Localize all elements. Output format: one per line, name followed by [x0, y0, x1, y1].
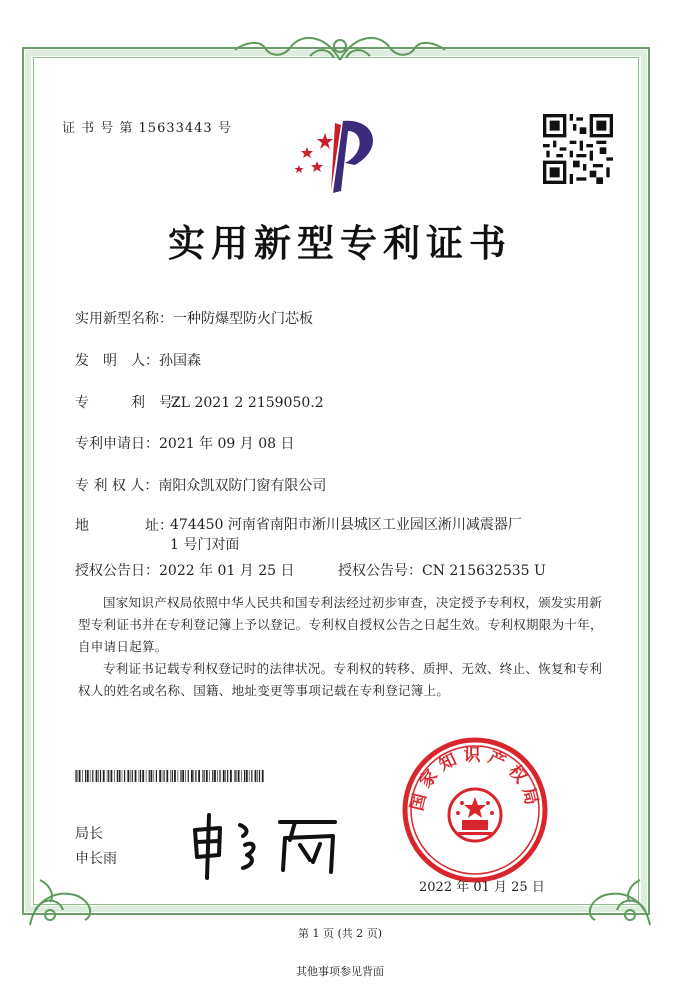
seal-date: 2022 年 01 月 25 日	[419, 880, 545, 895]
filing-date-row	[75, 433, 295, 453]
address-value: 474450 河南省南阳市淅川县城区工业园区淅川减震器厂 1 号门对面	[170, 517, 522, 553]
footer-note: 其他事项参见背面	[296, 965, 384, 978]
name-row	[75, 308, 313, 328]
seal-text: 国家知识产权局	[407, 745, 543, 813]
inventor-value: 孙国森	[159, 353, 201, 369]
name-label: 实用新型名称：	[75, 311, 173, 327]
patent-number-value: ZL 2021 2 2159050.2	[171, 395, 324, 411]
bottom-right-ornament	[565, 850, 655, 930]
grant-number-label: 授权公告号：	[338, 563, 422, 579]
top-ornament	[230, 28, 450, 68]
grant-date-label: 授权公告日：	[75, 563, 159, 579]
patent-office-logo	[285, 103, 385, 198]
signatory-title: 局长	[75, 826, 103, 842]
grant-statement: 国家知识产权局依照中华人民共和国专利法经过初步审查，决定授予专利权，颁发实用新型专利证书并在专利登记簿上予以登记。专利权自授权公告之日起生效。专利权期限为十年，自申请日起算。	[78, 595, 603, 654]
filing-date-value: 2021 年 09 月 08 日	[159, 436, 295, 452]
grant-number-value: CN 215632535 U	[422, 563, 546, 579]
qr-code	[543, 114, 613, 184]
inventor-label: 发 明 人：	[75, 353, 159, 369]
certificate-title: 实用新型专利证书	[168, 221, 512, 265]
signatory-name: 申长雨	[75, 851, 117, 867]
address-label: 地 址：	[75, 518, 173, 534]
legal-status-note: 专利证书记载专利权登记时的法律状况。专利权的转移、质押、无效、终止、恢复和专利权人的姓名或名称、国籍、地址变更等事项记载在专利登记簿上。	[78, 661, 603, 698]
certificate-number: 证 书 号 第 15633443 号	[62, 121, 232, 136]
name-value: 一种防爆型防火门芯板	[173, 311, 313, 327]
grant-date-value: 2022 年 01 月 25 日	[159, 563, 295, 579]
official-seal	[400, 735, 550, 885]
barcode	[75, 770, 265, 782]
patentee-row	[75, 475, 326, 495]
filing-date-label: 专利申请日：	[75, 436, 159, 452]
grant-number-row	[338, 560, 546, 580]
patent-number-label: 专 利 号：	[75, 395, 187, 411]
inventor-row	[75, 350, 201, 370]
patentee-value: 南阳众凯双防门窗有限公司	[158, 478, 327, 494]
grant-date-row	[75, 560, 295, 580]
page-indicator: 第 1 页 (共 2 页)	[297, 927, 383, 940]
handwritten-signature	[185, 810, 345, 880]
patentee-label: 专 利 权 人：	[75, 478, 159, 494]
patent-number-row	[75, 392, 324, 412]
